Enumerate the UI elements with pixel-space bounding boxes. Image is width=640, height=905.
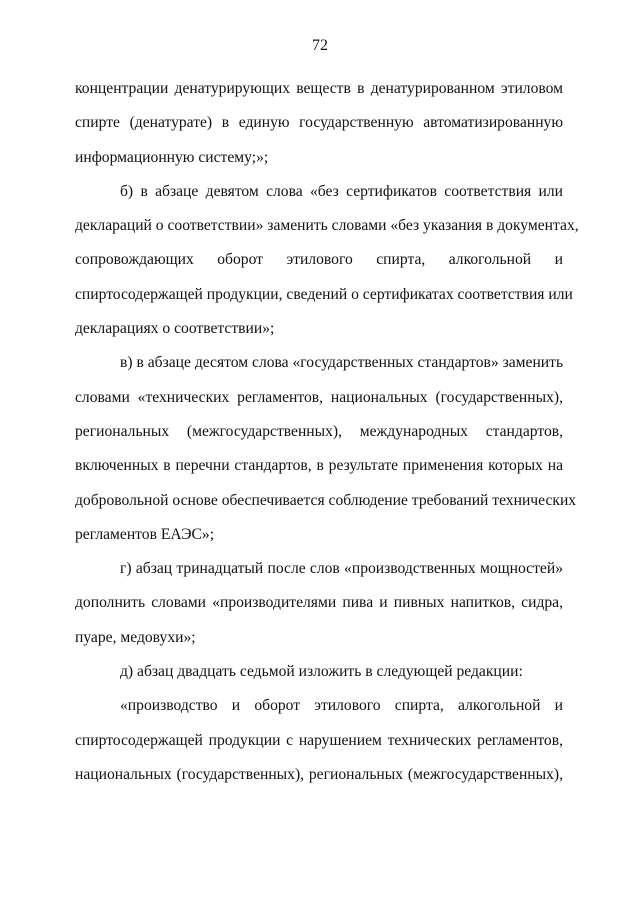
text-line: регламентов ЕАЭС»;	[75, 525, 215, 543]
text-line: «производство и оборот этилового спирта, алкогольной и	[120, 697, 563, 715]
page-number: 72	[312, 37, 328, 54]
text-line: дополнить словами «производителями пива и пивных напитков, сидра,	[75, 594, 563, 612]
text-line: включенных в перечни стандартов, в результате применения которых на	[75, 457, 563, 475]
paragraph	[75, 175, 579, 346]
document-body	[75, 72, 579, 792]
paragraph	[75, 655, 563, 689]
text-line: спиртосодержащей продукции с нарушением технических регламентов,	[75, 731, 563, 749]
text-line: информационную систему;»;	[75, 148, 269, 166]
text-line: добровольной основе обеспечивается соблюдение требований технических	[75, 491, 577, 509]
text-line: концентрации денатурирующих веществ в денатурированном этиловом	[75, 80, 563, 97]
text-line: пуаре, медовухи»;	[75, 628, 196, 646]
text-line: д) абзац двадцать седьмой изложить в следующей редакции:	[120, 663, 523, 681]
text-line: декларациях о соответствии»;	[75, 320, 275, 338]
text-line: спиртосодержащей продукции, сведений о сертификатах соответствия или	[75, 285, 573, 303]
paragraph	[75, 346, 577, 552]
text-line: г) абзац тринадцатый после слов «производственных мощностей»	[120, 560, 563, 578]
paragraph	[75, 552, 563, 655]
text-line: словами «технических регламентов, национальных (государственных),	[75, 388, 563, 406]
text-line: спирте (денатурате) в единую государственную автоматизированную	[75, 114, 563, 132]
text-line: б) в абзаце девятом слова «без сертификатов соответствия или	[120, 182, 563, 200]
paragraph	[75, 72, 563, 175]
paragraph	[75, 689, 563, 792]
text-line: региональных (межгосударственных), международных стандартов,	[75, 422, 563, 440]
text-line: сопровождающих оборот этилового спирта, алкогольной и	[75, 251, 563, 269]
text-line: в) в абзаце десятом слова «государственных стандартов» заменить	[120, 354, 564, 372]
text-line: национальных (государственных), региональных (межгосударственных),	[75, 765, 563, 783]
text-line: деклараций о соответствии» заменить словами «без указания в документах,	[75, 217, 579, 235]
